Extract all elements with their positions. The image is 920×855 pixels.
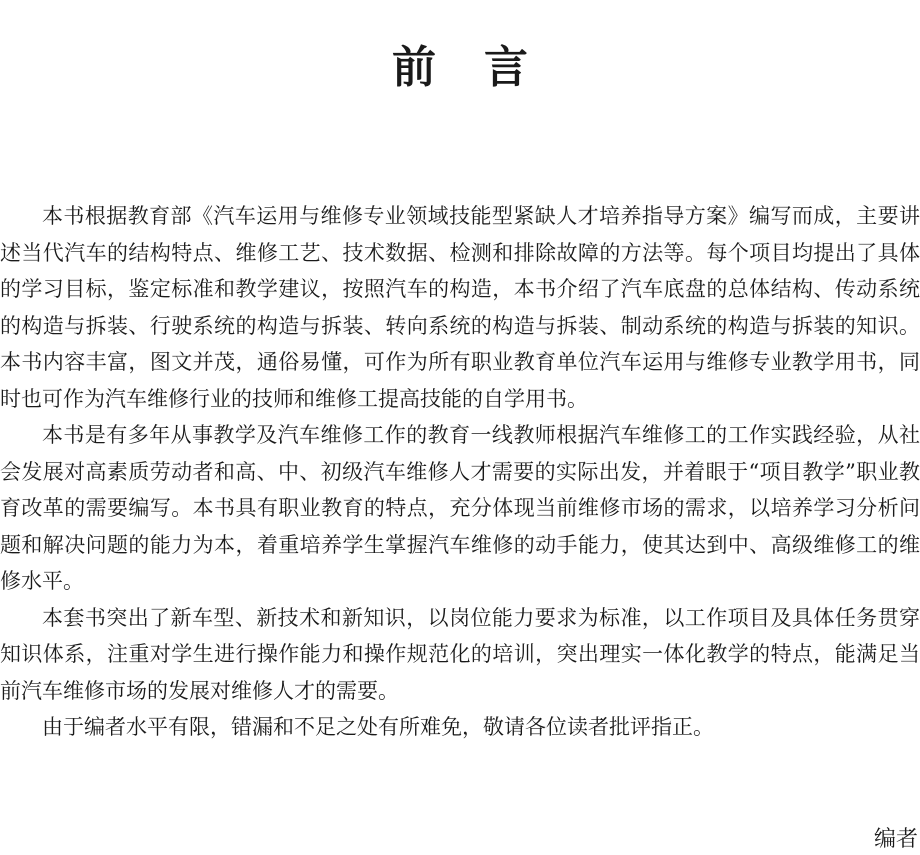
- paragraph-1: 本书根据教育部《汽车运用与维修专业领域技能型紧缺人才培养指导方案》编写而成，主要讲述当代汽车的结构特点、维修工艺、技术数据、检测和排除故障的方法等。每个项目均提出了具体的学习目标，鉴定标准和教学建议，按照汽车的构造，本书介绍了汽车底盘的总体结构、传动系统的构造与拆装、行驶系统的构造与拆装、转向系统的构造与拆装、制动系统的构造与拆装的知识。本书内容丰富，图文并茂，通俗易懂，可作为所有职业教育单位汽车运用与维修专业教学用书，同时也可作为汽车维修行业的技师和维修工提高技能的自学用书。: [0, 204, 920, 411]
- title-char-1: 前: [392, 42, 436, 93]
- author-signature: 编者: [873, 827, 918, 852]
- paragraph-3: 本套书突出了新车型、新技术和新知识，以岗位能力要求为标准，以工作项目及具体任务贯穿知识体系，注重对学生进行操作能力和操作规范化的培训，突出理实一体化教学的特点，能满足当前汽车维修市场的发展对维修人才的需要。: [0, 605, 920, 703]
- paragraph-2: 本书是有多年从事教学及汽车维修工作的教育一线教师根据汽车维修工的工作实践经验，从社会发展对高素质劳动者和高、中、初级汽车维修人才需要的实际出发，并着眼于“项目教学”职业教育改革的需要编写。本书具有职业教育的特点，充分体现当前维修市场的需求，以培养学习分析问题和解决问题的能力为本，着重培养学生掌握汽车维修的动手能力，使其达到中、高级维修工的维修水平。: [0, 423, 920, 593]
- preface-body: [0, 198, 920, 746]
- title-char-2: 言: [484, 42, 528, 93]
- page-title: [0, 40, 920, 96]
- paragraph-4: 由于编者水平有限，错漏和不足之处有所难免，敬请各位读者批评指正。: [42, 715, 714, 739]
